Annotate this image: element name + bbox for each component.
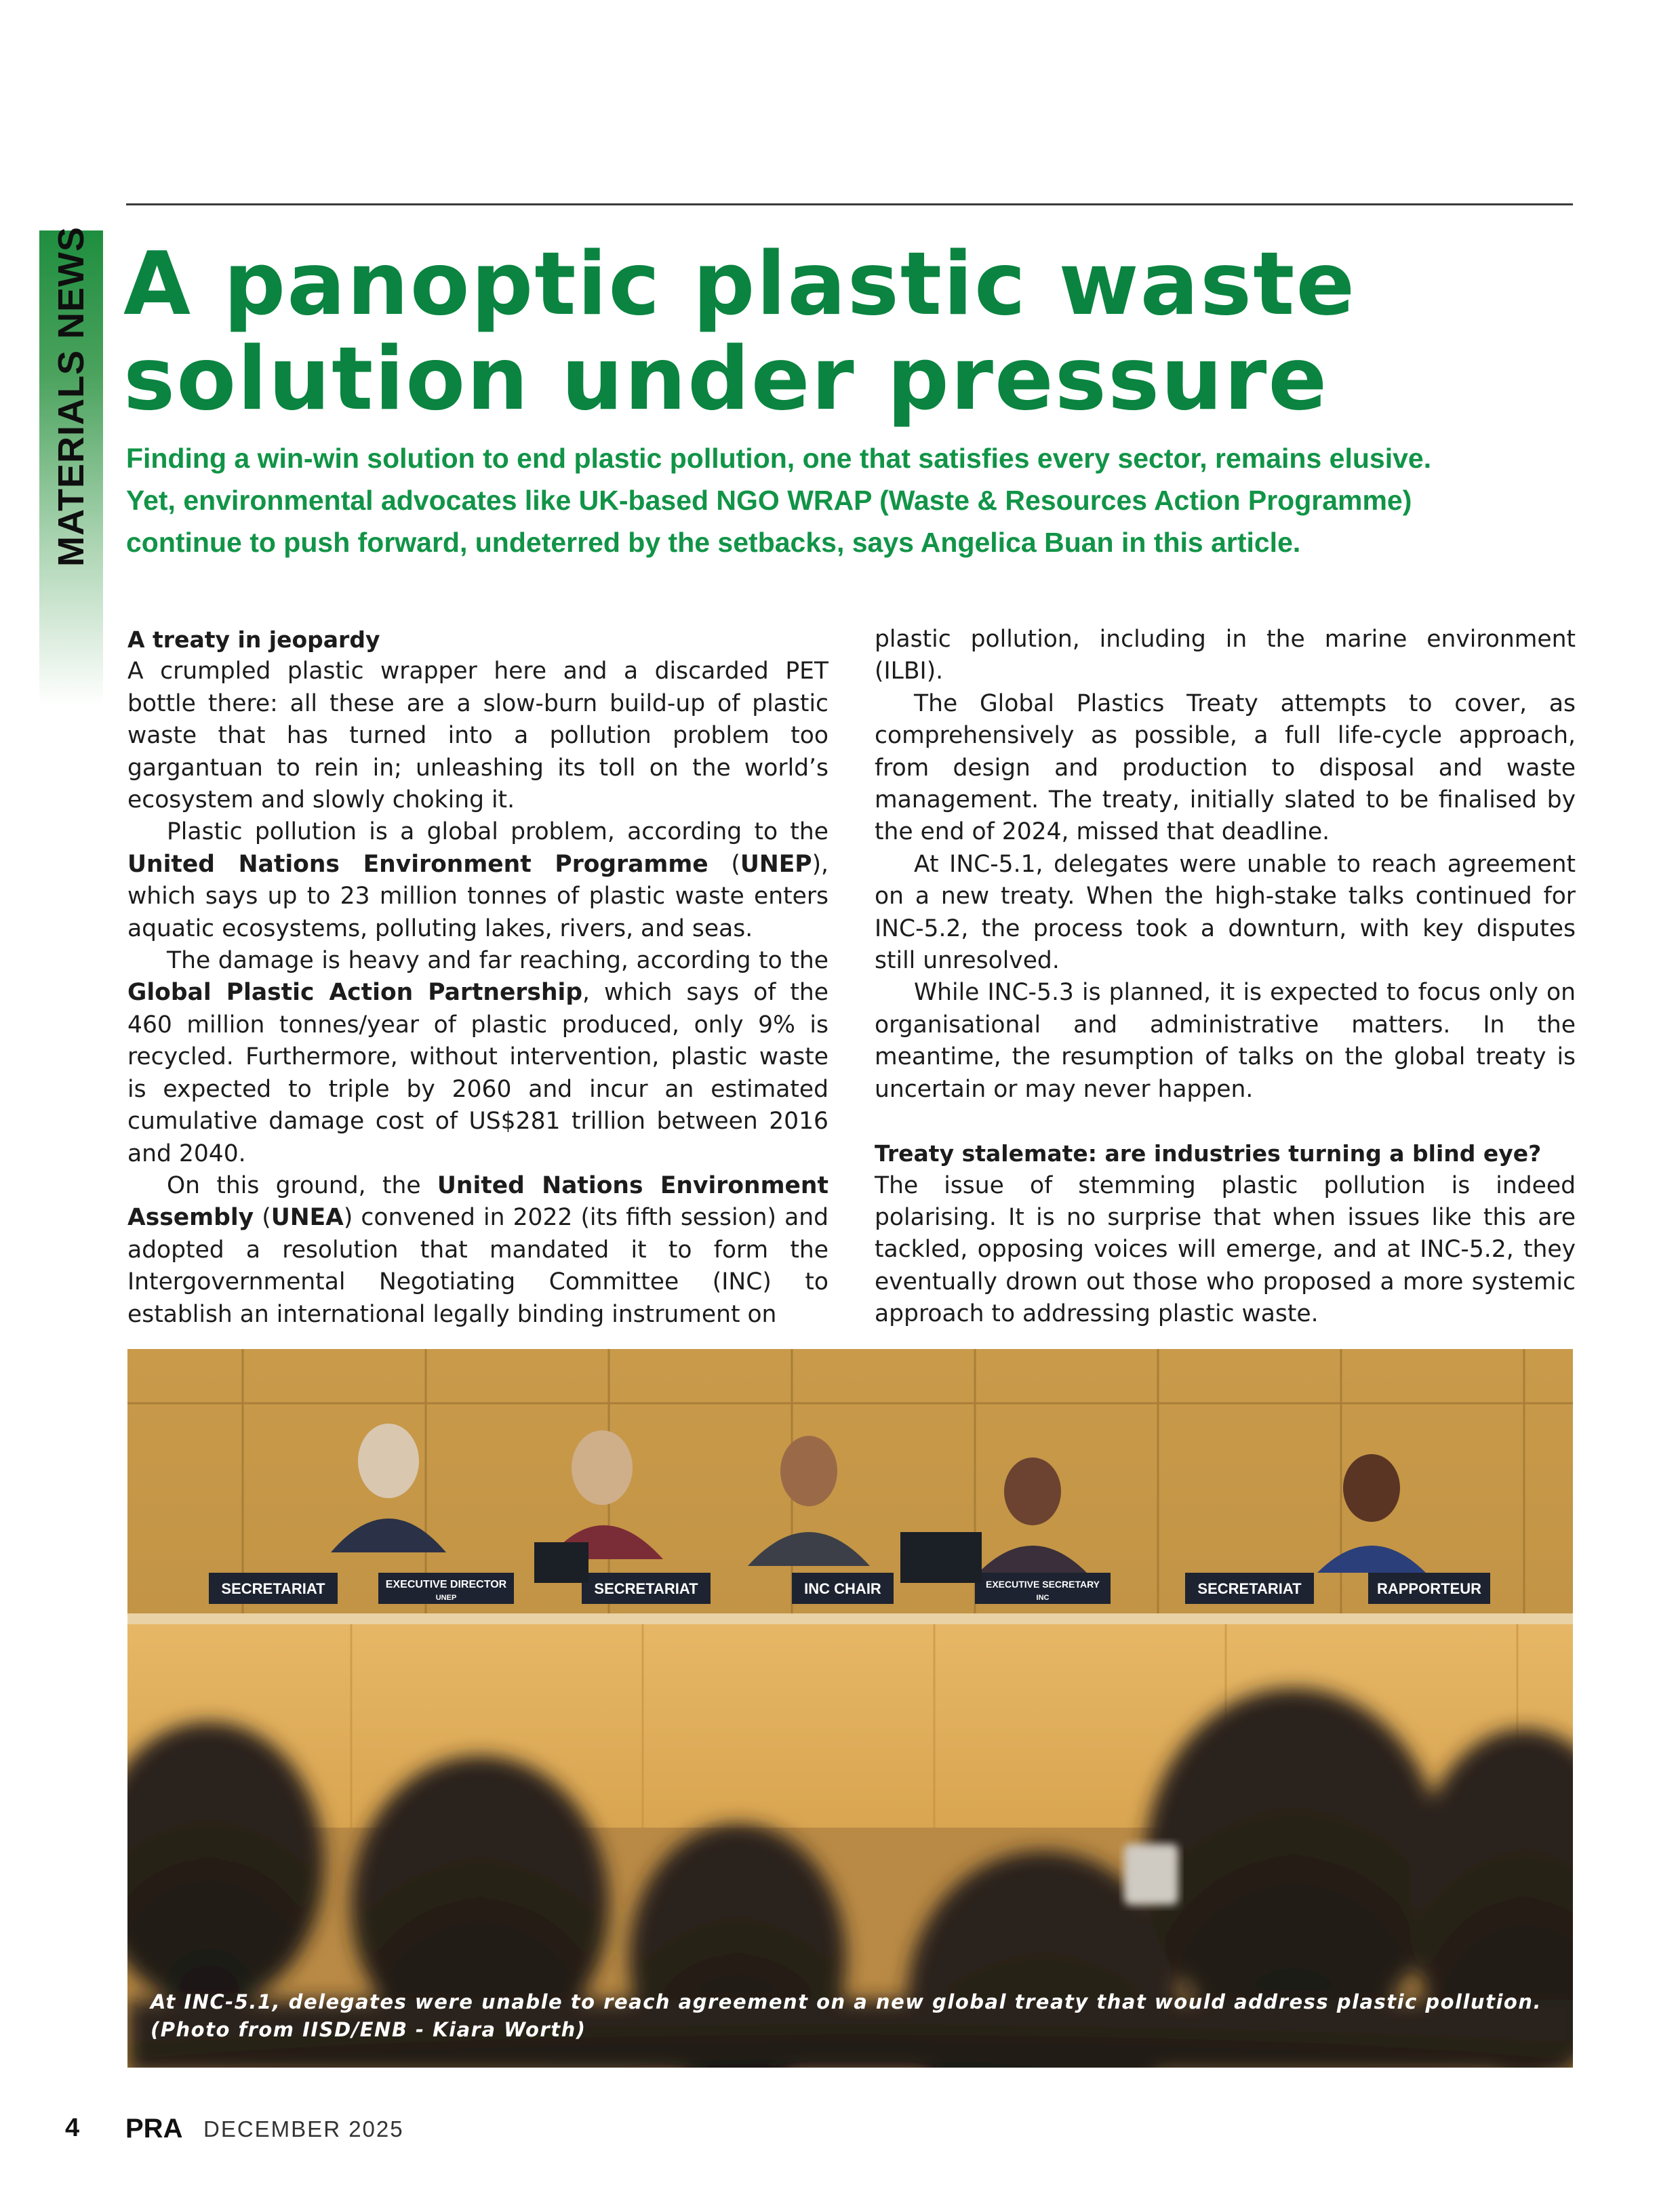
photo-illustration <box>127 1349 1573 2068</box>
headline-line-2: solution under pressure <box>123 329 1329 430</box>
org-name: United Nations Environment Programme <box>127 850 708 878</box>
left-column <box>127 624 828 1331</box>
right-column <box>875 624 1576 1331</box>
caption-line-2: (Photo from IISD/ENB - Kiara Worth) <box>151 2018 586 2041</box>
top-rule <box>126 203 1573 205</box>
standfirst-line-3: continue to push forward, undeterred by the setbacks, says Angelica Buan in this article. <box>126 527 1301 558</box>
org-acronym: UNEA <box>271 1204 344 1232</box>
placard: SECRETARIAT <box>1197 1580 1302 1597</box>
placard: EXECUTIVE DIRECTOR <box>385 1579 507 1590</box>
standfirst-line-1: Finding a win-win solution to end plastic pollution, one that satisfies every sector, remains elusive. <box>126 443 1432 474</box>
paragraph: While INC-5.3 is planned, it is expected to focus only on organisational and administrative matters. In the meantime, the resumption of talks on the global treaty is uncertain or may never happen. <box>875 979 1576 1103</box>
placard: SECRETARIAT <box>594 1580 698 1597</box>
standfirst <box>126 437 1577 563</box>
section-label: MATERIALS NEWS <box>51 226 92 567</box>
placard: EXECUTIVE SECRETARY <box>985 1579 1100 1590</box>
paragraph: On this ground, the United Nations Environment Assembly (UNEA) convened in 2022 (its fifth session) and adopted a resolution that mandated it to form the Intergovernmental Negotiating Committee (INC) to establish an international legally binding instrument on <box>127 1171 828 1328</box>
placard: SECRETARIAT <box>221 1580 325 1597</box>
conference-photo <box>127 1349 1573 2068</box>
placard-sub: UNEP <box>435 1594 457 1602</box>
magazine-name: PRA <box>125 2114 183 2144</box>
placard: RAPPORTEUR <box>1376 1580 1482 1597</box>
page-number: 4 <box>65 2114 80 2142</box>
paragraph: A crumpled plastic wrapper here and a discarded PET bottle there: all these are a slow-burn build-up of plastic waste that has turned into a pollution problem too gargantuan to rein in; unleashing its toll on the world’s ecosystem and slowly choking it. <box>127 658 828 814</box>
paragraph-gap <box>875 1106 1576 1138</box>
standfirst-line-2: Yet, environmental advocates like UK-based NGO WRAP (Waste & Resources Action Programme) <box>126 485 1412 516</box>
org-acronym: UNEP <box>740 850 812 878</box>
paragraph: The issue of stemming plastic pollution is indeed polarising. It is no surprise that when issues like this are tackled, opposing voices will emerge, and at INC-5.2, they eventually drown out those who proposed a more systemic approach to addressing plastic waste. <box>875 1171 1576 1328</box>
section-heading: Treaty stalemate: are industries turning a blind eye? <box>875 1140 1542 1167</box>
section-tab <box>39 226 103 705</box>
headline <box>123 234 1547 430</box>
org-name: United Nations Environment Assembly <box>127 1171 828 1232</box>
caption-line-1: At INC-5.1, delegates were unable to reach agreement on a new global treaty that would address plastic pollution. <box>151 1990 1542 2013</box>
placard-sub: INC <box>1036 1594 1050 1602</box>
paragraph: The damage is heavy and far reaching, according to the Global Plastic Action Partnership, which says of the 460 million tonnes/year of plastic produced, only 9% is recycled. Furthermore, without intervention, plastic waste is expected to triple by 2060 and incur an estimated cumulative damage cost of US$281 trillion between 2016 and 2040. <box>127 947 828 1167</box>
paragraph: Plastic pollution is a global problem, according to the United Nations Environment Programme (UNEP), which says up to 23 million tonnes of plastic waste enters aquatic ecosystems, polluting lakes, rivers, and seas. <box>127 818 828 942</box>
issue-date: DECEMBER 2025 <box>203 2116 404 2141</box>
page-footer <box>0 2114 542 2154</box>
paragraph: At INC-5.1, delegates were unable to reach agreement on a new treaty. When the high-stake talks continued for INC-5.2, the process took a downturn, with key disputes still unresolved. <box>875 850 1576 975</box>
photo-caption <box>151 1988 1547 2044</box>
paragraph: plastic pollution, including in the marine environment (ILBI). <box>875 626 1576 685</box>
org-name: Global Plastic Action Partnership <box>127 979 583 1007</box>
headline-line-1: A panoptic plastic waste <box>123 234 1357 335</box>
placard: INC CHAIR <box>804 1580 881 1597</box>
section-heading: A treaty in jeopardy <box>127 626 380 653</box>
paragraph: The Global Plastics Treaty attempts to cover, as comprehensively as possible, a full life-cycle approach, from design and production to disposal and waste management. The treaty, initially slated to be finalised by the end of 2024, missed that deadline. <box>875 689 1576 846</box>
